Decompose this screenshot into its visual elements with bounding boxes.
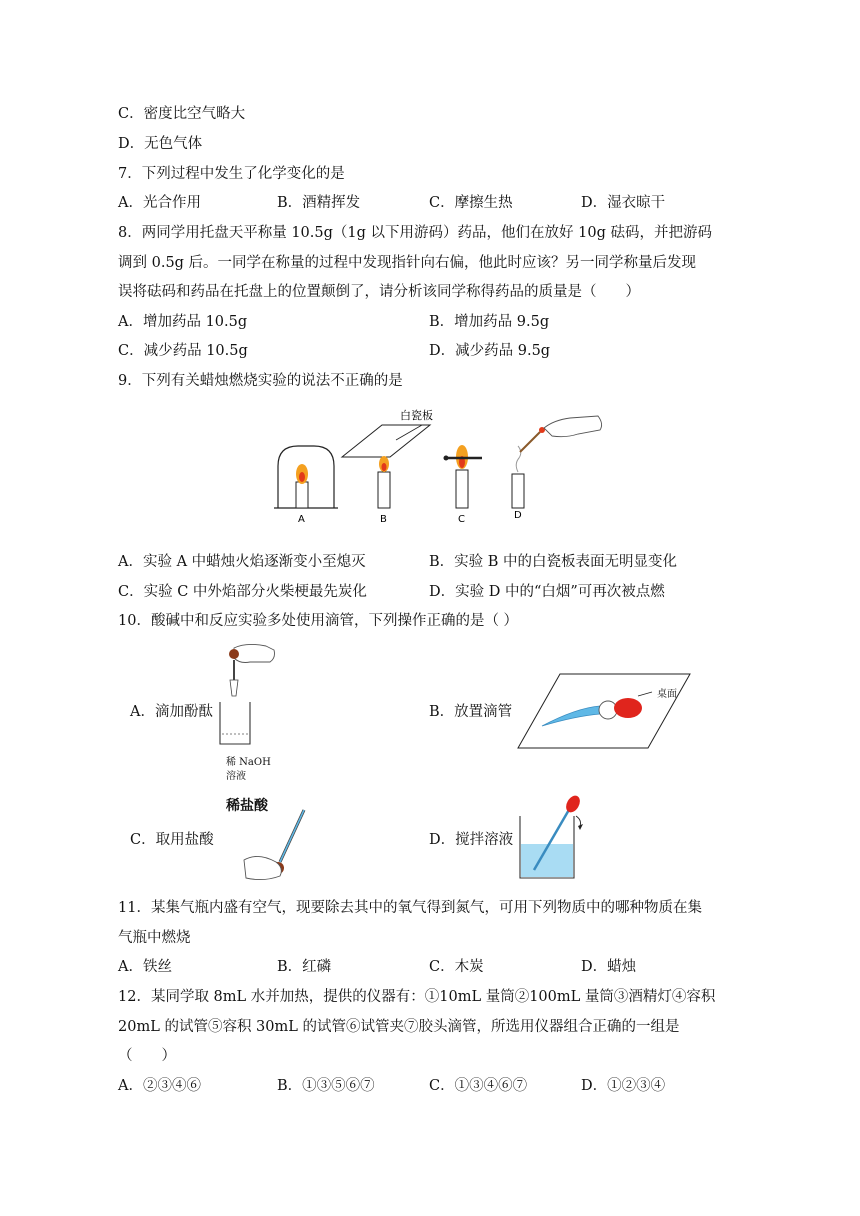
- q8-option-c: C．减少药品 10.5g: [118, 343, 248, 359]
- q7-option-c: C．摩擦生热: [429, 195, 513, 211]
- q11-option-b: B．红磷: [277, 959, 332, 975]
- q12-option-a: A．②③④⑥: [118, 1078, 201, 1094]
- figure-label-d: D: [514, 510, 522, 521]
- q9-option-c: C．实验 C 中外焰部分火柴梗最先炭化: [118, 584, 367, 600]
- q10-option-c: C．取用盐酸: [130, 832, 214, 848]
- q11-option-a: A．铁丝: [118, 959, 172, 975]
- figure-label-a: A: [298, 514, 305, 525]
- q10-option-b: B．放置滴管: [429, 704, 513, 720]
- question-12-line-1: 12．某同学取 8mL 水并加热，提供的仪器有：①10mL 量筒②100mL 量筒③酒精灯④容积: [118, 989, 716, 1005]
- dropper-hand-figure: [234, 806, 314, 884]
- stirring-figure: [512, 794, 602, 886]
- figure-label-b: B: [380, 514, 387, 525]
- q7-option-b: B．酒精挥发: [277, 195, 361, 211]
- figure-label-c: C: [458, 514, 465, 525]
- question-9-stem: 9．下列有关蜡烛燃烧实验的说法不正确的是: [118, 373, 403, 389]
- option-c: C．密度比空气略大: [118, 106, 246, 122]
- q12-option-b: B．①③⑤⑥⑦: [277, 1078, 375, 1094]
- q7-option-a: A．光合作用: [118, 195, 201, 211]
- q7-option-d: D．湿衣晾干: [581, 195, 666, 211]
- question-11-line-1: 11．某集气瓶内盛有空气，现要除去其中的氧气得到氮气，可用下列物质中的哪种物质在集: [118, 900, 702, 916]
- q8-option-d: D．减少药品 9.5g: [429, 343, 551, 359]
- candle-experiments-figure: [270, 400, 610, 528]
- dilute-hcl-label: 稀盐酸: [226, 798, 268, 814]
- naoh-label: 稀 NaOH: [226, 757, 271, 768]
- q8-option-a: A．增加药品 10.5g: [118, 314, 248, 330]
- q9-option-d: D．实验 D 中的“白烟”可再次被点燃: [429, 584, 665, 600]
- q12-option-d: D．①②③④: [581, 1078, 666, 1094]
- question-8-line-2: 调到 0.5g 后。一同学在称量的过程中发现指针向右偏，他此时应该？另一同学称量后发现: [118, 255, 697, 271]
- question-7-stem: 7．下列过程中发生了化学变化的是: [118, 166, 345, 182]
- question-8-line-3: 误将砝码和药品在托盘上的位置颠倒了，请分析该同学称得药品的质量是（ ）: [118, 284, 640, 300]
- dropper-on-table-figure: [516, 668, 692, 752]
- question-12-line-3: （ ）: [118, 1048, 176, 1064]
- q9-option-b: B．实验 B 中的白瓷板表面无明显变化: [429, 554, 678, 570]
- q11-option-d: D．蜡烛: [581, 959, 637, 975]
- solution-label: 溶液: [226, 771, 246, 782]
- q11-option-c: C．木炭: [429, 959, 484, 975]
- q10-option-d: D．搅拌溶液: [429, 832, 514, 848]
- question-12-line-2: 20mL 的试管⑤容积 30mL 的试管⑥试管夹⑦胶头滴管，所选用仪器组合正确的一组是: [118, 1019, 680, 1035]
- desktop-label: 桌面: [657, 689, 677, 700]
- question-11-line-2: 气瓶中燃烧: [118, 930, 191, 946]
- question-8-line-1: 8．两同学用托盘天平称量 10.5g（1g 以下用游码）药品，他们在放好 10g 砝码，并把游码: [118, 225, 712, 241]
- q10-option-a: A．滴加酚酞: [130, 704, 213, 720]
- q8-option-b: B．增加药品 9.5g: [429, 314, 550, 330]
- q12-option-c: C．①③④⑥⑦: [429, 1078, 528, 1094]
- option-d: D．无色气体: [118, 136, 203, 152]
- question-10-stem: 10．酸碱中和反应实验多处使用滴管，下列操作正确的是（ ）: [118, 613, 519, 629]
- q9-option-a: A．实验 A 中蜡烛火焰逐渐变小至熄灭: [118, 554, 366, 570]
- white-plate-label: 白瓷板: [400, 409, 433, 422]
